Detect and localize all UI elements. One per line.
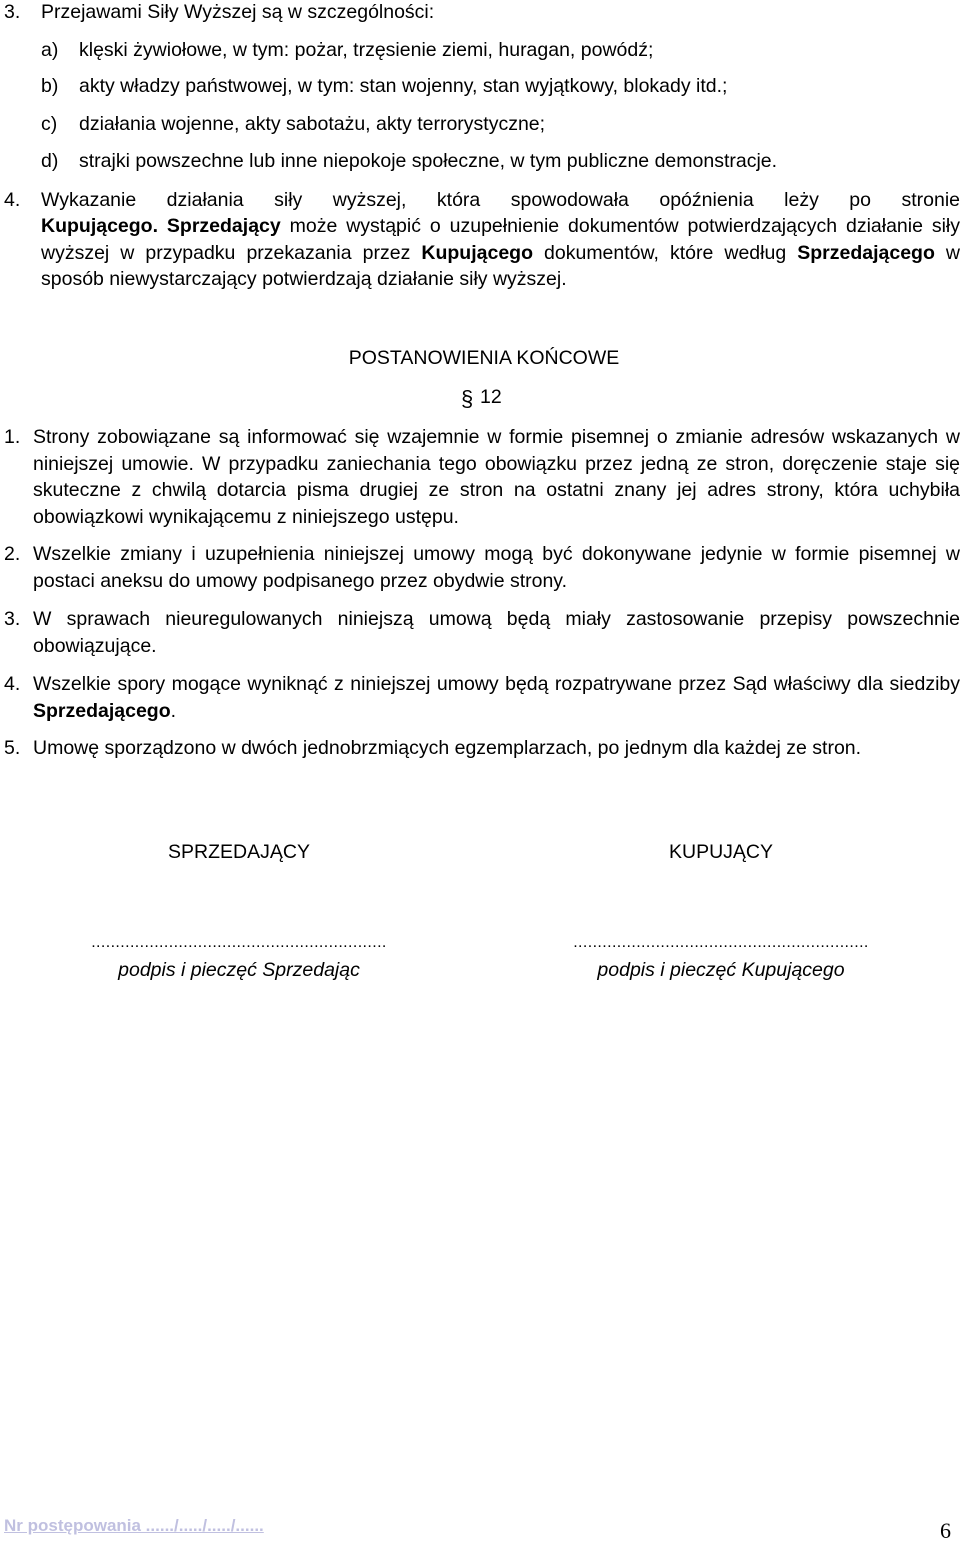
clause-number: 1.	[4, 426, 21, 448]
seller-caption: podpis i pieczęć Sprzedając	[118, 959, 360, 981]
clause-text: Wszelkie zmiany i uzupełnienia niniejszej umowy mogą być dokonywane jedynie w formie pisemnej w postaci aneksu do umowy podpisanego przez obydwie strony.	[33, 543, 960, 592]
section4-text: dokumentów, które według	[532, 241, 798, 264]
list-item-text: klęski żywiołowe, w tym: pożar, trzęsienie ziemi, huragan, powódź;	[79, 39, 654, 61]
party-seller: Sprzedającego	[797, 241, 935, 264]
list-item-label: d)	[41, 150, 59, 172]
party-buyer: Kupującego.	[41, 215, 159, 237]
paragraph-number: 12	[480, 386, 502, 408]
clause-text-part: Wszelkie spory mogące wyniknąć z niniejszej umowy będą rozpatrywane przez Sąd właściwy dla siedziby	[33, 673, 960, 695]
section3-heading: Przejawami Siły Wyższej są w szczególności:	[41, 1, 435, 23]
buyer-title: KUPUJĄCY	[668, 841, 774, 863]
paragraph-symbol: §	[461, 386, 474, 411]
party-seller: Sprzedającego	[33, 699, 171, 722]
section4-text: w sposób niewystarczający potwierdzają działanie siły wyższej.	[41, 241, 960, 290]
party-buyer: Kupującego	[421, 241, 533, 264]
page-number: 6	[940, 1518, 951, 1543]
party-seller: Sprzedający	[166, 215, 281, 237]
clause-text	[33, 671, 960, 724]
list-item-label: a)	[41, 39, 59, 61]
list-item-text: działania wojenne, akty sabotażu, akty terrorystyczne;	[79, 113, 546, 135]
clause-number: 2.	[4, 543, 21, 565]
section3-number: 3.	[4, 1, 21, 23]
clause-number: 3.	[4, 608, 21, 630]
list-item-text: strajki powszechne lub inne niepokoje społeczne, w tym publiczne demonstracje.	[79, 150, 778, 172]
buyer-signature-line: .............................................................	[573, 934, 869, 951]
section4-text: może wystąpić o uzupełnienie dokumentów potwierdzających działanie siły wyższej w przypadku przekazania przez	[41, 215, 960, 264]
section4-body	[41, 213, 960, 293]
seller-signature-line: .............................................................	[91, 934, 387, 951]
clause-text: Strony zobowiązane są informować się wzajemnie w formie pisemnej o zmianie adresów wskazanych w niniejszej umowie. W przypadku zaniechania tego obowiązku przez jedną ze stron, doręczenie staje się skuteczne z chwilą dotarcia pisma drugiej ze stron na ostatni znany jej adres strony, która uchybiła obowiązkowi wynikającemu z niniejszego ustępu.	[33, 426, 960, 528]
list-item-label: c)	[41, 113, 58, 135]
clause-text: W sprawach nieuregulowanych niniejszą umową będą miały zastosowanie przepisy powszechnie obowiązujące.	[33, 608, 960, 657]
clause-number: 4.	[4, 673, 21, 695]
list-item-label: b)	[41, 75, 59, 97]
section4-line1: Wykazanie działania siły wyższej, która spowodowała opóźnienia leży po stronie	[41, 189, 960, 211]
clause-text-part: .	[170, 699, 177, 722]
buyer-caption: podpis i pieczęć Kupującego	[597, 959, 845, 981]
section-heading: POSTANOWIENIA KOŃCOWE	[348, 347, 620, 369]
seller-title: SPRZEDAJĄCY	[168, 841, 310, 863]
clause-number: 5.	[4, 737, 21, 759]
list-item-text: akty władzy państwowej, w tym: stan wojenny, stan wyjątkowy, blokady itd.;	[79, 75, 728, 97]
clause-text: Umowę sporządzono w dwóch jednobrzmiących egzemplarzach, po jednym dla każdej ze stron.	[33, 737, 862, 759]
section4-number: 4.	[4, 189, 21, 211]
footer-reference: Nr postępowania ....../...../...../......	[4, 1516, 264, 1535]
